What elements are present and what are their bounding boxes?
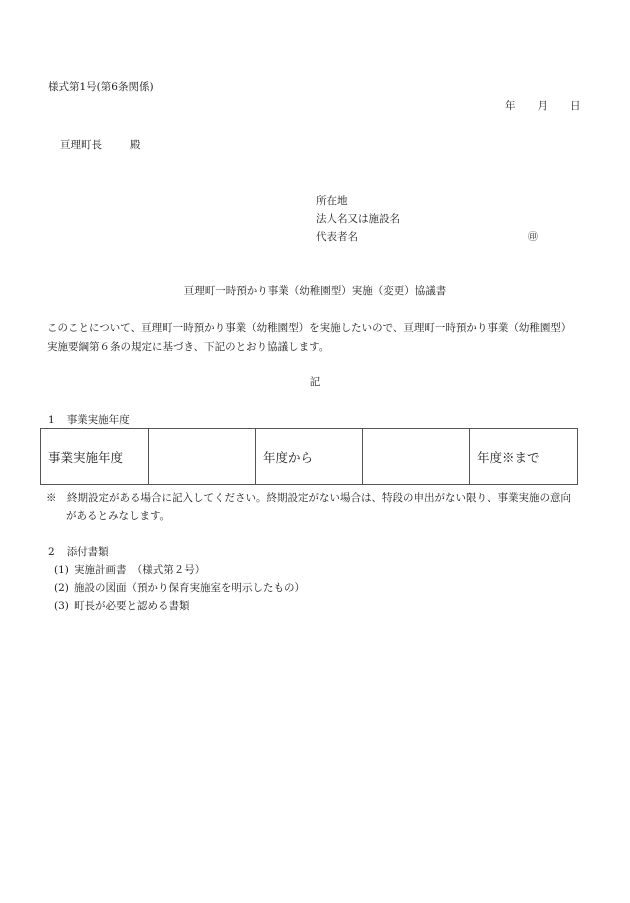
- list-item: [54, 561, 305, 579]
- addressee: [60, 137, 141, 152]
- body-line-1: このことについて、亘理町一時預かり事業（幼稚園型）を実施したいので、亘理町一時預かり事業（幼稚園型）: [47, 322, 572, 334]
- note-line-1: 終期設定がある場合に記入してください。終期設定がない場合は、特段の申出がない限り、事業実施の意向: [67, 492, 571, 504]
- section-2-title: 添付書類: [66, 546, 109, 558]
- body-line-2: 実施要綱第６条の規定に基づき、下記のとおり協議します。: [47, 341, 330, 353]
- representative-label: 代表者名: [316, 231, 358, 243]
- year-label-cell: 事業実施年度: [41, 429, 149, 485]
- date-field: [505, 98, 581, 113]
- list-item-text: 町長が必要と認める書類: [74, 600, 190, 612]
- list-item-number: (3): [54, 600, 69, 612]
- note-block: [46, 489, 571, 525]
- applicant-block: [316, 192, 400, 246]
- corp-name-label: 法人名又は施設名: [316, 213, 400, 225]
- end-year-suffix-cell: 年度※まで: [470, 429, 578, 485]
- seal-mark: ㊞: [528, 232, 538, 243]
- section-2-heading: [48, 544, 109, 559]
- start-year-suffix-cell: 年度から: [256, 429, 363, 485]
- date-year-label: 年: [505, 100, 516, 112]
- form-number: 様式第1号(第6条関係): [48, 81, 154, 93]
- note-mark: ※: [46, 492, 57, 504]
- note-line-2: があるとみなします。: [66, 510, 171, 522]
- address-label: 所在地: [316, 195, 348, 207]
- section-1-title: 事業実施年度: [66, 414, 130, 426]
- document-title: 亘理町一時預かり事業（幼稚園型）実施（変更）協議書: [183, 285, 447, 297]
- start-year-input-cell[interactable]: [149, 429, 256, 485]
- ki-heading: 記: [309, 376, 321, 388]
- list-item-text: 施設の図面（預かり保育実施室を明示したもの）: [74, 582, 305, 594]
- list-item-text: 実施計画書 （様式第２号）: [74, 564, 206, 576]
- attachment-list: [54, 561, 305, 615]
- end-year-input-cell[interactable]: [363, 429, 470, 485]
- addressee-honorific: 殿: [130, 139, 141, 151]
- addressee-name: 亘理町長: [60, 139, 102, 151]
- body-paragraph: [47, 319, 571, 357]
- implementation-year-table: [40, 428, 578, 485]
- table-row: [41, 429, 578, 485]
- list-item: [54, 579, 305, 597]
- date-day-label: 日: [570, 100, 581, 112]
- list-item-number: (2): [54, 582, 69, 594]
- list-item: [54, 597, 305, 615]
- list-item-number: (1): [54, 564, 69, 576]
- section-2-number: 2: [48, 546, 55, 558]
- section-1-heading: [48, 412, 130, 427]
- section-1-number: 1: [48, 414, 55, 426]
- date-month-label: 月: [537, 100, 548, 112]
